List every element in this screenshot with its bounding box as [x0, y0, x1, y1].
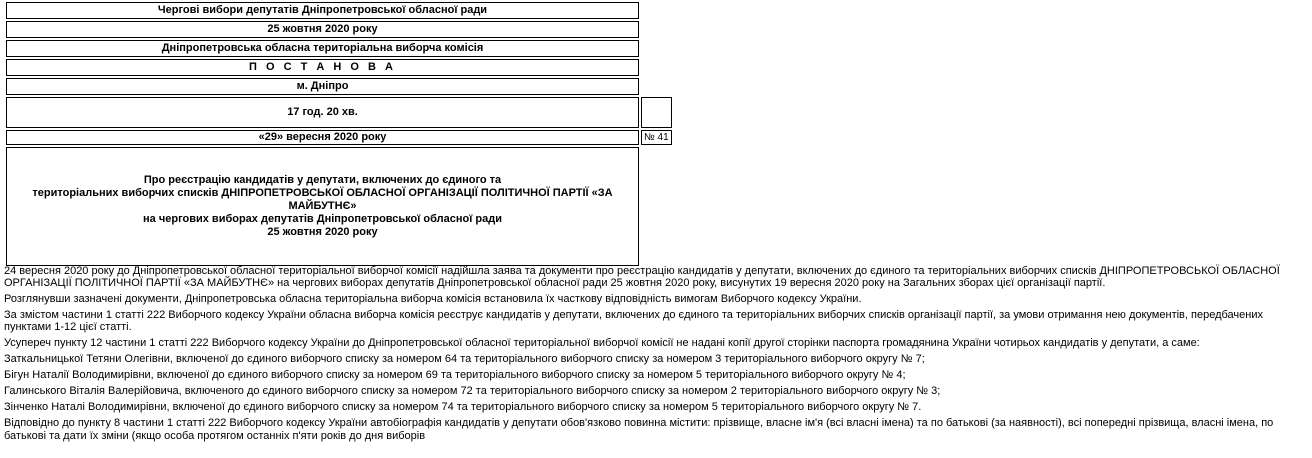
- election-title: Чергові вибори депутатів Дніпропетровської обласної ради: [6, 2, 639, 19]
- time: 17 год. 20 хв.: [6, 97, 639, 128]
- paragraph: Відповідно до пункту 8 частини 1 статті 222 Виборчого кодексу України автобіографія кандидатів у депутати обов'язково повинна містити: прізвище, власне ім'я (всі власні імена) та по батькові (за наявності), всі попередні прізвища, власні імена, по батькові та дати їх зміни (якщо особа протягом останніх п'яти років до дня виборів: [4, 417, 1274, 442]
- document-type: П О С Т А Н О В А: [6, 59, 639, 76]
- time-side-cell: [641, 97, 672, 128]
- candidate-item: Зінченко Наталі Володимирівни, включеної до єдиного виборчого списку за номером 74 та територіального виборчого списку за номером 5 територіального виборчого округу № 7.: [4, 401, 922, 414]
- city: м. Дніпро: [6, 78, 639, 95]
- subject-line-3: на чергових виборах депутатів Дніпропетровської обласної ради: [143, 213, 502, 225]
- document-date: «29» вересня 2020 року: [6, 130, 639, 145]
- paragraph: Усупереч пункту 12 частини 1 статті 222 Виборчого кодексу України до Дніпропетровської обласної територіальної виборчої комісії не надані копії другої сторінки паспорта громадянина України чотирьох кандидатів у депутати, а саме:: [4, 337, 1200, 350]
- document-body: [4, 265, 1312, 446]
- election-date: 25 жовтня 2020 року: [6, 21, 639, 38]
- candidate-item: Галинського Віталія Валерійовича, включеного до єдиного виборчого списку за номером 72 та територіального виборчого списку за номером 2 територіального виборчого округу № 3;: [4, 385, 941, 398]
- paragraph: За змістом частини 1 статті 222 Виборчого кодексу України обласна виборча комісія реєструє кандидатів у депутати, включених до єдиного та територіальних виборчих списків організації партії, за умови отримання нею документів, передбачених пунктами 1-12 цієї статті.: [4, 309, 1263, 334]
- header-table: [4, 0, 674, 268]
- paragraph: Розглянувши зазначені документи, Дніпропетровська обласна територіальна виборча комісія встановила їх часткову відповідність вимогам Виборчого кодексу України.: [4, 293, 862, 306]
- subject-line-2: територіальних виборчих списків ДНІПРОПЕТРОВСЬКОЇ ОБЛАСНОЇ ОРГАНІЗАЦІЇ ПОЛІТИЧНОЇ ПАРТІЇ «ЗА МАЙБУТНЄ»: [32, 187, 613, 212]
- candidate-item: Заткальницької Тетяни Олегівни, включеної до єдиного виборчого списку за номером 64 та територіального виборчого списку за номером 3 територіального виборчого округу № 7;: [4, 353, 925, 366]
- paragraph: 24 вересня 2020 року до Дніпропетровської обласної територіальної виборчої комісії надійшла заява та документи про реєстрацію кандидатів у депутати, включених до єдиного та територіальних виборчих списків ДНІПРОПЕТРОВСЬКОЇ ОБЛАСНОЇ ОРГАНІЗАЦІЇ ПОЛІТИЧНОЇ ПАРТІЇ «ЗА МАЙБУТНЄ» на чергових виборах депутатів Дніпропетровської обласної ради 25 жовтня 2020 року, висунутих 19 вересня 2020 року на Загальних зборах цієї організації партії.: [4, 265, 1280, 290]
- document-subject: [6, 147, 639, 266]
- candidate-item: Бігун Наталії Володимирівни, включеної до єдиного виборчого списку за номером 69 та територіального виборчого списку за номером 5 територіального виборчого округу № 4;: [4, 369, 906, 382]
- commission-name: Дніпропетровська обласна територіальна виборча комісія: [6, 40, 639, 57]
- subject-line-4: 25 жовтня 2020 року: [267, 226, 378, 238]
- document-number: № 41: [641, 130, 672, 145]
- subject-line-1: Про реєстрацію кандидатів у депутати, включених до єдиного та: [143, 174, 502, 186]
